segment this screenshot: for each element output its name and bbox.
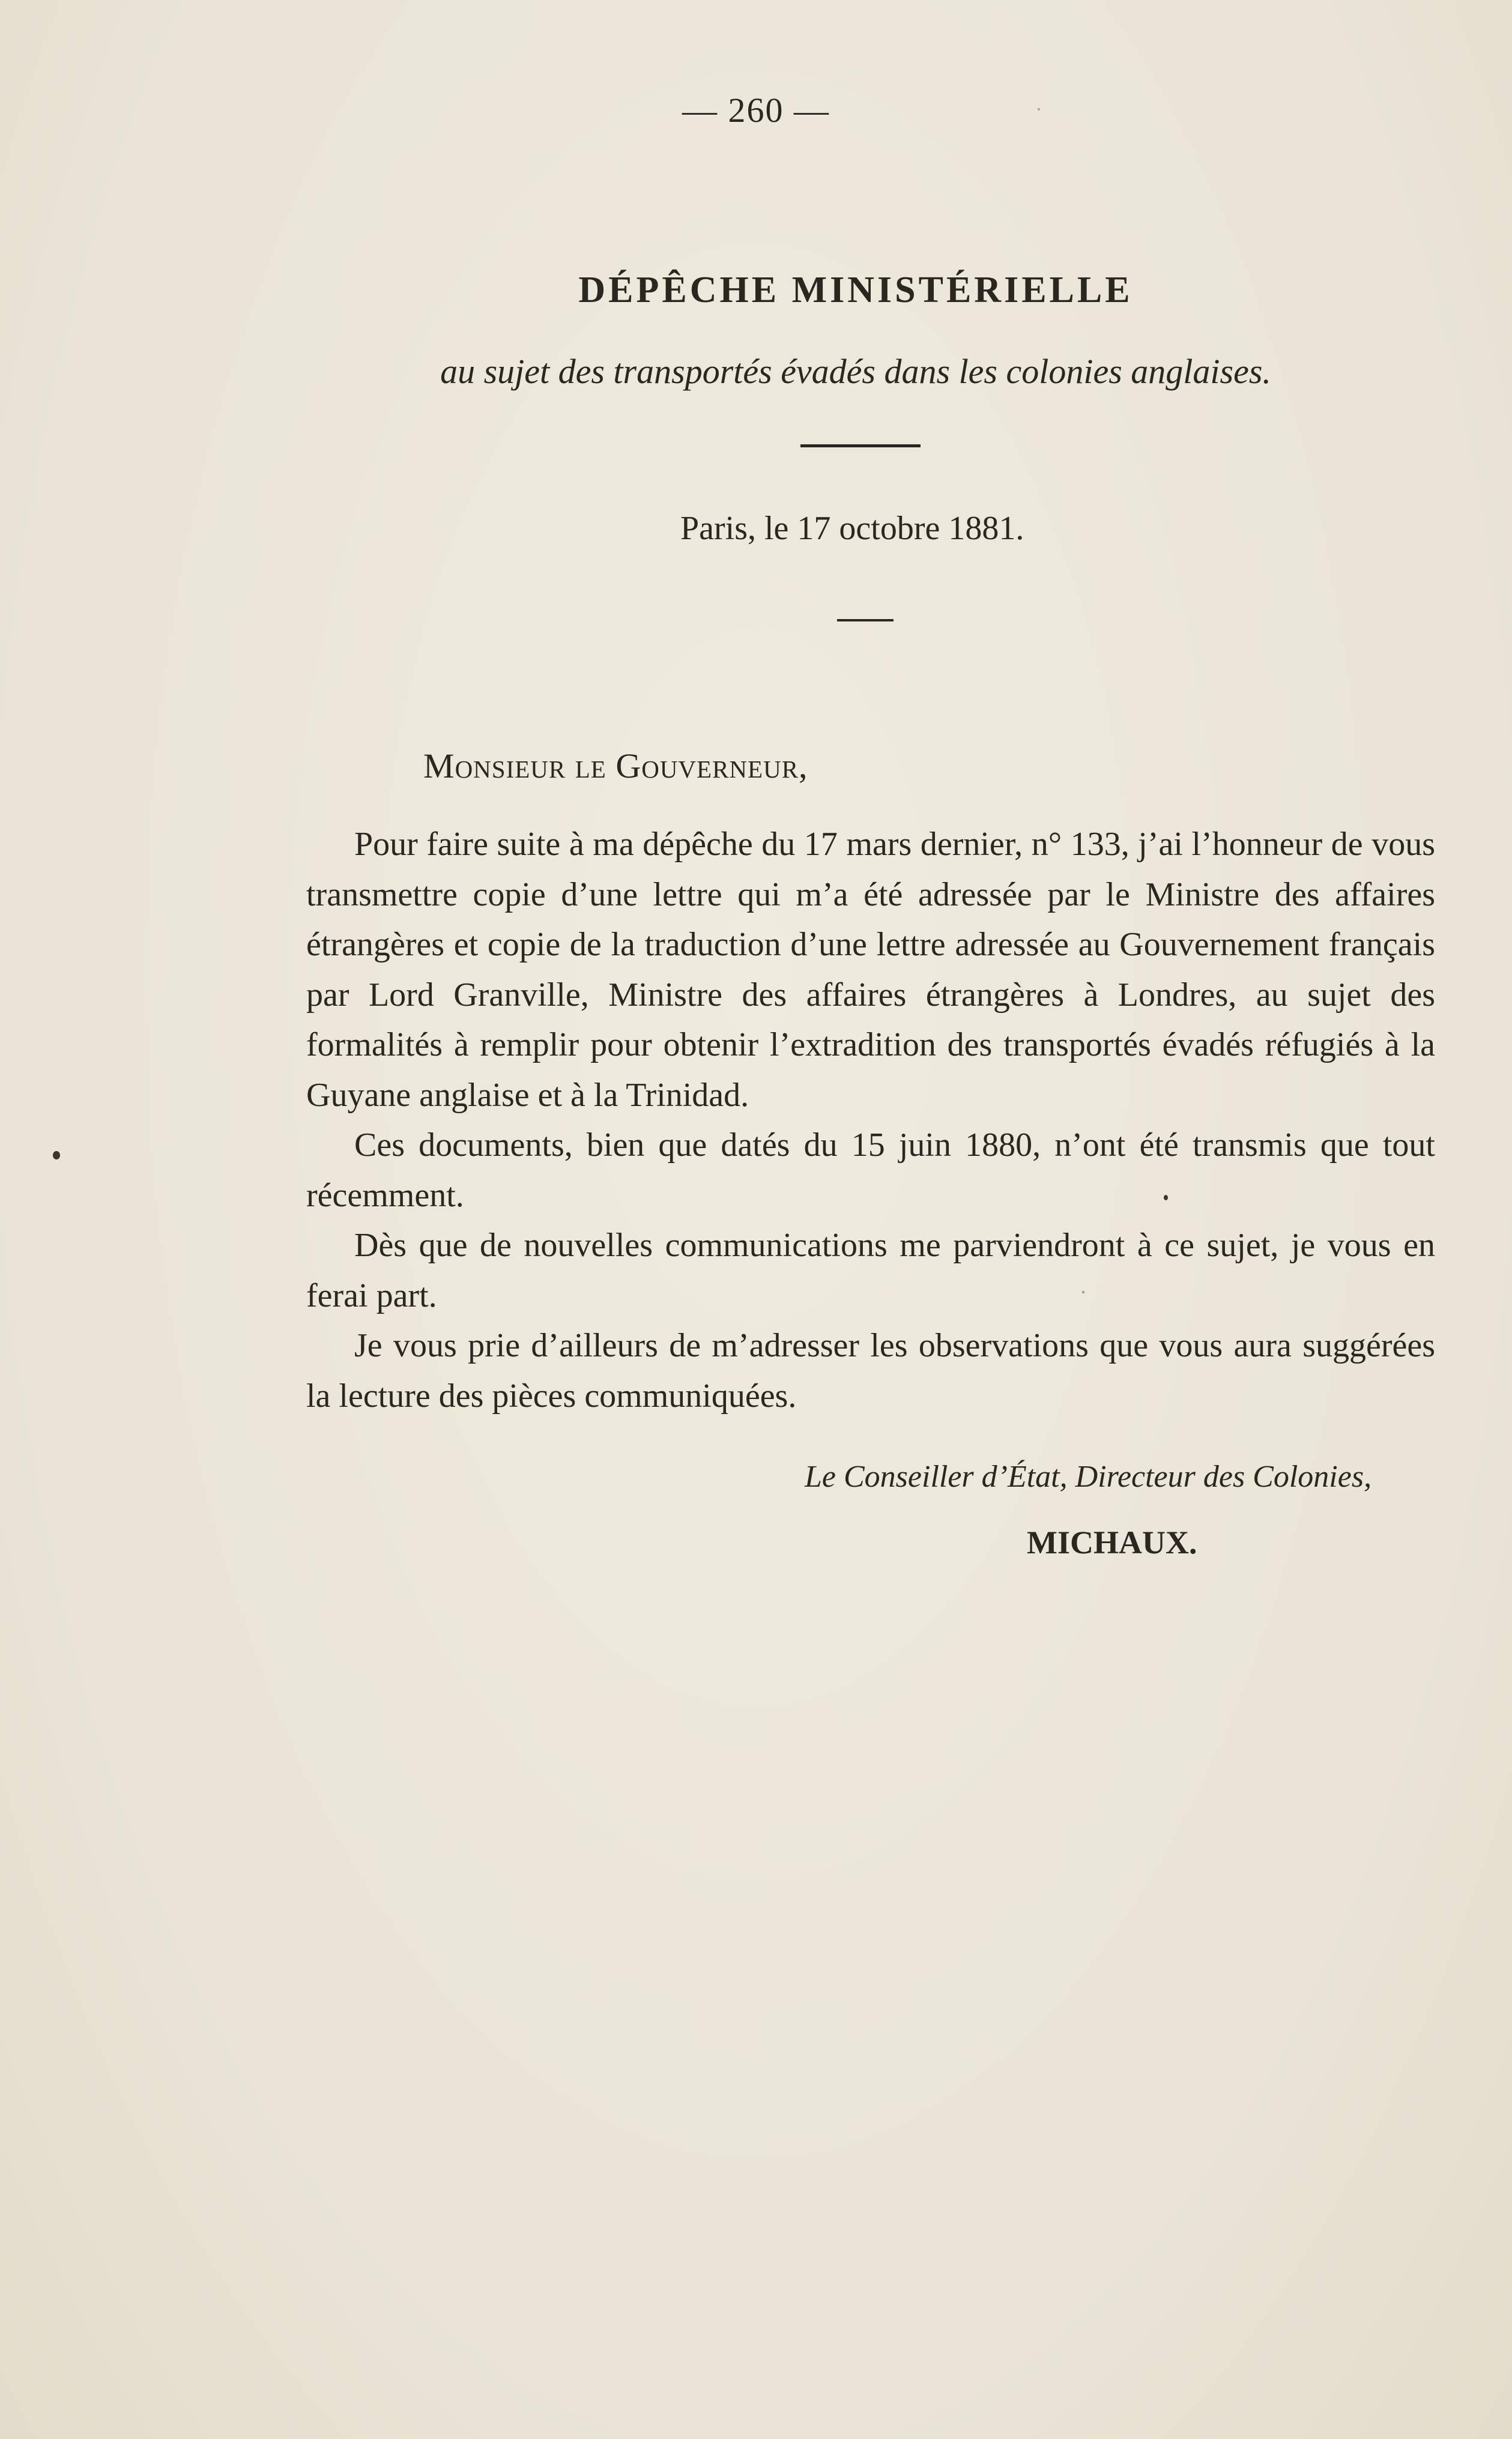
signature-name: MICHAUX. bbox=[1027, 1525, 1197, 1561]
ink-speck bbox=[1164, 1195, 1168, 1200]
paragraph: Pour faire suite à ma dépêche du 17 mars dernier, n° 133, j’ai l’honneur de vous transmettre copie d’une lettre qui m’a été adressée par le Ministre des affaires étrangères et copie de la traduction d’une lettre adressée au Gouvernement français par Lord Granville, Ministre des affaires étrangères à Londres, au sujet des formalités à remplir pour obtenir l’extradition des transportés évadés réfugiés à la Guyane anglaise et à la Trinidad. bbox=[306, 826, 1435, 1114]
document-subtitle: au sujet des transportés évadés dans les colonies anglaises. bbox=[440, 352, 1271, 391]
ink-speck bbox=[53, 1151, 60, 1159]
signature-title: Le Conseiller d’État, Directeur des Colonies, bbox=[805, 1460, 1372, 1494]
document-title: DÉPÊCHE MINISTÉRIELLE bbox=[578, 270, 1133, 310]
paragraph: Je vous prie d’ailleurs de m’adresser les observations que vous aura suggérées la lecture des pièces communiquées. bbox=[306, 1327, 1435, 1415]
ink-speck bbox=[1082, 1291, 1084, 1293]
ink-speck bbox=[1038, 108, 1040, 110]
salutation: Monsieur le Gouverneur, bbox=[423, 746, 808, 785]
page-number: — 260 — bbox=[682, 91, 830, 130]
dateline: Paris, le 17 octobre 1881. bbox=[680, 510, 1024, 547]
paragraph: Dès que de nouvelles communications me parviendront à ce sujet, je vous en ferai part. bbox=[306, 1227, 1435, 1314]
letter-body bbox=[306, 820, 1435, 1421]
paragraph: Ces documents, bien que datés du 15 juin 1880, n’ont été transmis que tout récemment. bbox=[306, 1126, 1435, 1214]
divider-rule bbox=[800, 444, 921, 447]
divider-rule-short bbox=[837, 619, 894, 621]
